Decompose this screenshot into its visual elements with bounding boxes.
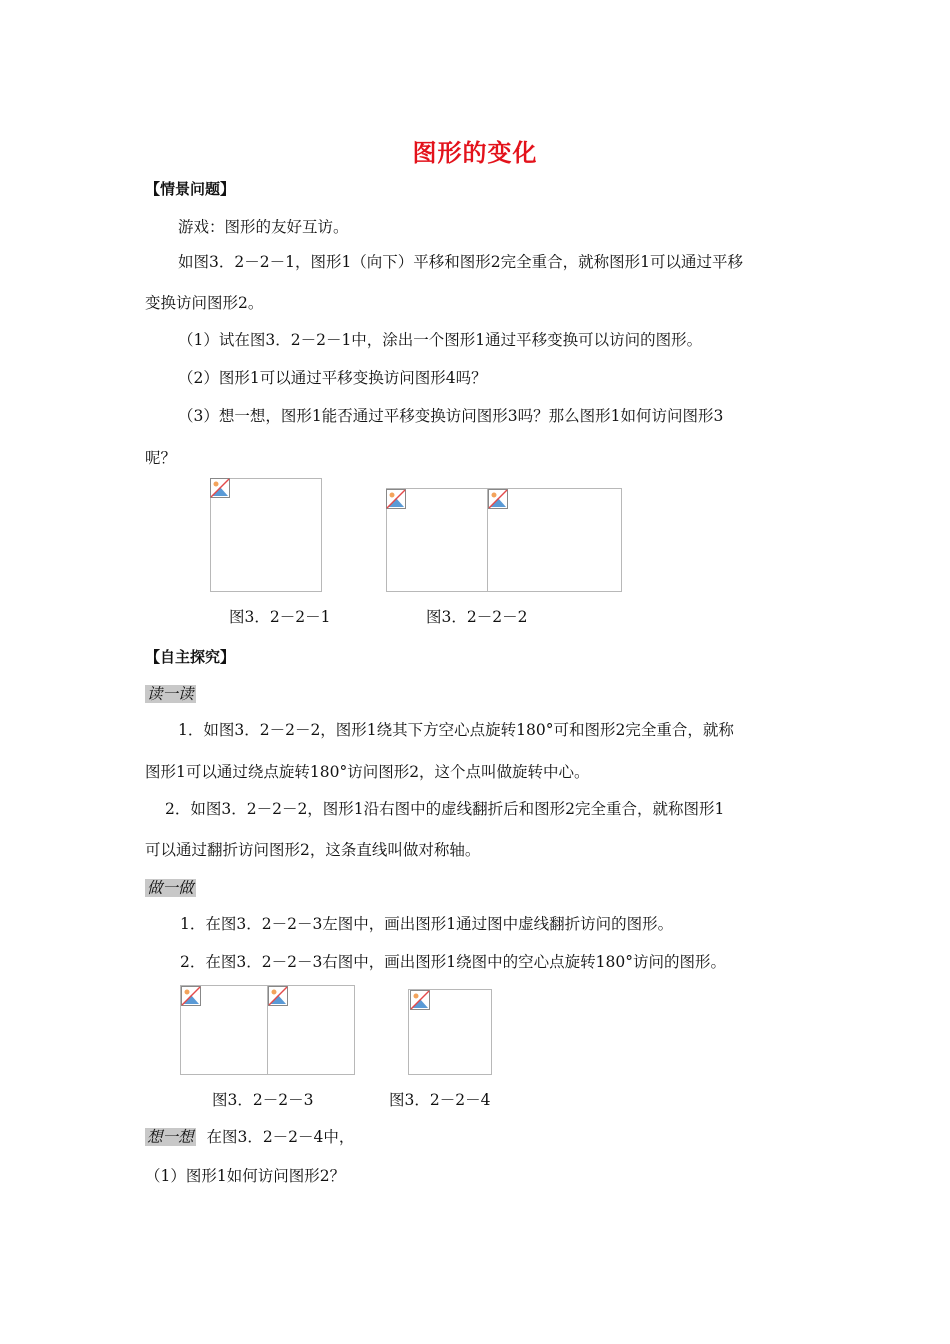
question-line: （2）图形1可以通过平移变换访问图形4吗？ xyxy=(178,369,487,387)
figure-caption: 图3．2－2－1 xyxy=(229,608,331,626)
question-line: （3）想一想，图形1能否通过平移变换访问图形3吗？那么图形1如何访问图形3 xyxy=(178,407,724,425)
broken-image-icon xyxy=(410,990,430,1010)
figure-caption: 图3．2－2－3 xyxy=(212,1091,314,1109)
paragraph-line: 2．如图3．2－2－2，图形1沿右图中的虚线翻折后和图形2完全重合，就称图形1 xyxy=(165,800,725,818)
broken-image-icon xyxy=(181,986,201,1006)
think-text: 在图3．2－2－4中， xyxy=(206,1128,355,1146)
think-label: 想一想 xyxy=(147,1128,194,1146)
exercise-line: 1．在图3．2－2－3左图中，画出图形1通过图中虚线翻折访问的图形。 xyxy=(180,915,674,933)
exercise-line: 2．在图3．2－2－3右图中，画出图形1绕图中的空心点旋转180°访问的图形。 xyxy=(180,953,727,971)
section-heading-scenario: 【情景问题】 xyxy=(145,180,236,198)
figure-caption: 图3．2－2－2 xyxy=(426,608,528,626)
paragraph-line: 呢？ xyxy=(145,449,177,467)
broken-image-icon xyxy=(386,489,406,509)
paragraph-line: 1．如图3．2－2－2，图形1绕其下方空心点旋转180°可和图形2完全重合，就称 xyxy=(178,721,734,739)
question-line: （1）图形1如何访问图形2？ xyxy=(145,1167,346,1185)
section-heading-explore: 【自主探究】 xyxy=(145,648,236,666)
do-label: 做一做 xyxy=(147,879,194,897)
paragraph-line: 游戏：图形的友好互访。 xyxy=(178,218,349,236)
question-line: （1）试在图3．2－2－1中，涂出一个图形1通过平移变换可以访问的图形。 xyxy=(178,331,703,349)
broken-image-icon xyxy=(488,489,508,509)
paragraph-line: 如图3．2－2－1，图形1（向下）平移和图形2完全重合，就称图形1可以通过平移 xyxy=(178,253,744,271)
paragraph-line: 图形1可以通过绕点旋转180°访问图形2，这个点叫做旋转中心。 xyxy=(145,763,590,781)
read-label: 读一读 xyxy=(147,685,194,703)
broken-image-icon xyxy=(210,478,230,498)
page-title: 图形的变化 xyxy=(412,139,538,167)
broken-image-icon xyxy=(268,986,288,1006)
paragraph-line: 变换访问图形2。 xyxy=(145,294,264,312)
figure-caption: 图3．2－2－4 xyxy=(389,1091,491,1109)
paragraph-line: 可以通过翻折访问图形2，这条直线叫做对称轴。 xyxy=(145,841,481,859)
